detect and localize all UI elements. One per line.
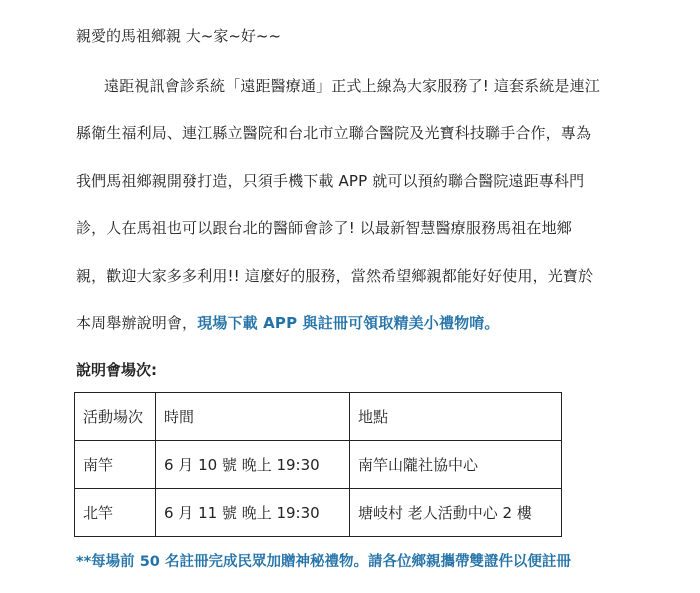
table-row	[75, 489, 562, 537]
header-time: 時間	[156, 393, 350, 441]
registration-note: **每場前 50 名註冊完成民眾加贈神秘禮物。請各位鄉親攜帶雙證件以便註冊	[76, 554, 571, 570]
paragraph-line-5: 親，歡迎大家多多利用!! 這麼好的服務，當然希望鄉親都能好好使用，光寶於	[76, 267, 594, 285]
table-header-row	[75, 393, 562, 441]
paragraph-last-plain: 本周舉辦說明會，	[76, 314, 198, 332]
paragraph-line-4: 診，人在馬祖也可以跟台北的醫師會診了! 以最新智慧醫療服務馬祖在地鄉	[76, 219, 572, 237]
cell-location: 南竿山隴社協中心	[350, 441, 562, 489]
header-location: 地點	[350, 393, 562, 441]
paragraph-line-2: 縣衛生福利局、連江縣立醫院和台北市立聯合醫院及光寶科技聯手合作，專為	[76, 124, 592, 142]
cell-time: 6 月 11 號 晚上 19:30	[156, 489, 350, 537]
paragraph-line-6	[76, 313, 500, 333]
cell-session: 南竿	[75, 441, 156, 489]
table-row	[75, 441, 562, 489]
cell-time: 6 月 10 號 晚上 19:30	[156, 441, 350, 489]
sessions-table	[74, 392, 562, 537]
cell-session: 北竿	[75, 489, 156, 537]
header-session: 活動場次	[75, 393, 156, 441]
paragraph-line-3: 我們馬祖鄉親開發打造，只須手機下載 APP 就可以預約聯合醫院遠距專科門	[76, 172, 585, 190]
cell-location: 塘岐村 老人活動中心 2 樓	[350, 489, 562, 537]
paragraph-highlight: 現場下載 APP 與註冊可領取精美小禮物唷。	[197, 314, 500, 332]
paragraph-line-1: 遠距視訊會診系統「遠距醫療通」正式上線為大家服務了! 這套系統是連江	[104, 77, 600, 95]
greeting-line: 親愛的馬祖鄉親 大~家~好~~	[76, 27, 282, 45]
session-section-title: 說明會場次:	[76, 361, 157, 379]
